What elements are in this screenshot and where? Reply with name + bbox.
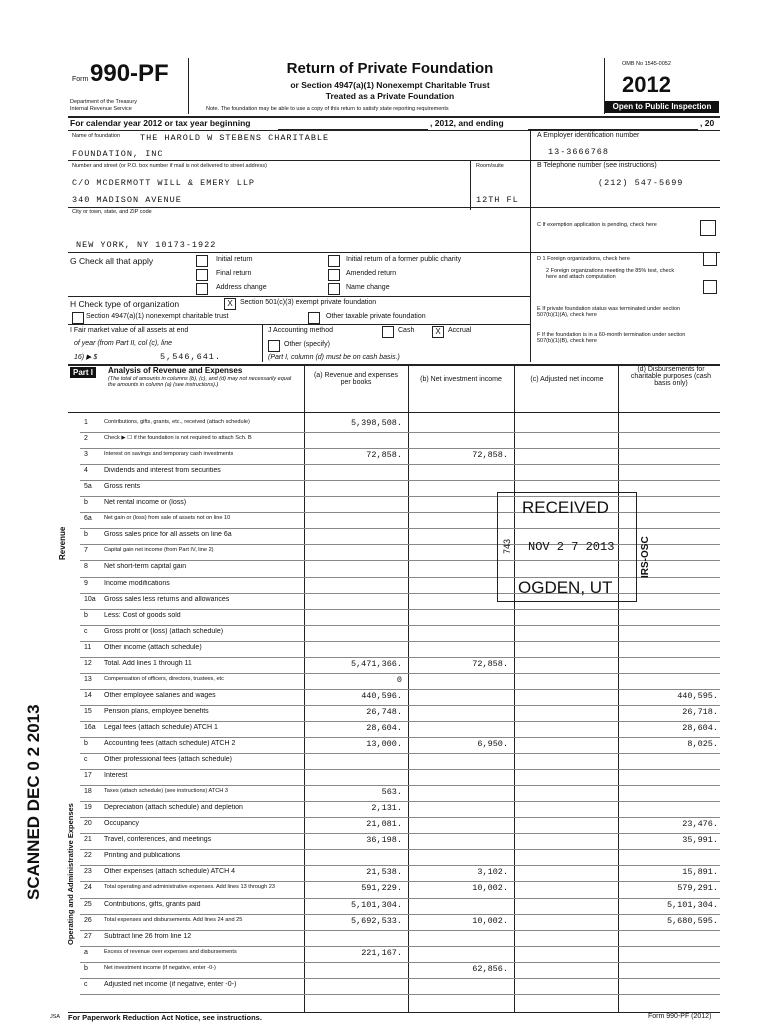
col-a-value: 5,101,304. — [350, 899, 402, 910]
line-description: Contributions, gifts, grants paid — [104, 900, 201, 908]
col-d-value: 26,718. — [682, 706, 718, 717]
col-b-value: 72,858. — [472, 450, 508, 461]
line-description: Income modifications — [104, 579, 170, 587]
line-number: 17 — [84, 772, 92, 780]
street-label: Number and street (or P.O. box number if mail is not delivered to street address) — [72, 163, 267, 169]
form-footer-label: Form 990-PF (2012) — [648, 1013, 712, 1020]
cash-checkbox[interactable] — [382, 326, 394, 338]
col-a-value: 13,000. — [366, 739, 402, 749]
row-rule — [80, 946, 720, 947]
line-description: Contributions, gifts, grants, etc., received (attach schedule) — [104, 419, 250, 425]
street-line-2: 340 MADISON AVENUE — [72, 195, 182, 205]
d2-checkbox[interactable] — [703, 280, 717, 294]
col-a-value: 591,229. — [361, 883, 402, 894]
row-rule — [80, 881, 720, 882]
row-rule — [80, 898, 720, 899]
open-public-banner: Open to Public Inspection — [605, 101, 719, 113]
jsa-label: JSA — [50, 1014, 61, 1020]
row-rule — [80, 769, 720, 770]
phone-label: B Telephone number (see instructions) — [537, 162, 657, 169]
col-a-value: 5,471,366. — [350, 658, 402, 669]
row-rule — [80, 657, 720, 658]
line-number: 23 — [84, 868, 92, 876]
j-note: (Part I, column (d) must be on cash basis.) — [268, 354, 400, 361]
row-rule — [80, 448, 720, 449]
row-rule — [80, 641, 720, 642]
line-number: 27 — [84, 932, 92, 940]
calendar-end-label: , 20 — [700, 118, 715, 128]
line-description: Check ▶ ☐ if the foundation is not required to attach Sch. B — [104, 435, 252, 442]
col-a-header: (a) Revenue and expenses per books — [313, 372, 399, 386]
revenue-side-label: Revenue — [58, 526, 67, 560]
col-a-value: 26,748. — [366, 706, 402, 717]
col-a-value: 0 — [396, 674, 402, 685]
accrual-checkbox[interactable]: X — [432, 326, 444, 338]
col-b-value: 62,856. — [472, 963, 508, 974]
line-description: Gross rents — [104, 483, 141, 491]
line-number: 3 — [84, 451, 88, 459]
line-number: 8 — [84, 563, 88, 571]
received-stamp-date: NOV 2 7 2013 — [528, 540, 615, 554]
city-state-zip: NEW YORK, NY 10173-1922 — [76, 240, 217, 250]
phone-value: (212) 547-5699 — [598, 178, 684, 188]
line-number: 24 — [84, 884, 92, 892]
line-description: Other expenses (attach schedule) ATCH 4 — [104, 868, 235, 876]
address-change-checkbox[interactable] — [196, 283, 208, 295]
col-d-value: 28,604. — [682, 722, 718, 733]
row-rule — [80, 801, 720, 802]
final-return-label: Final return — [216, 270, 252, 277]
col-d-header: (d) Disbursements for charitable purposes (cash basis only) — [630, 366, 712, 387]
received-stamp-text: RECEIVED — [522, 498, 609, 517]
ein-label: A Employer identification number — [537, 132, 640, 139]
col-b-header: (b) Net investment income — [420, 376, 502, 383]
line-description: Dividends and interest from securities — [104, 467, 221, 475]
row-rule — [80, 689, 720, 690]
col-d-value: 23,476. — [682, 819, 718, 830]
d1-label: D 1 Foreign organizations, check here — [537, 256, 630, 262]
form-subtitle2: Treated as a Private Foundation — [325, 91, 455, 101]
4947-label: Section 4947(a)(1) nonexempt charitable trust — [86, 313, 229, 320]
col-d-value: 15,891. — [682, 867, 718, 878]
col-d-value: 5,680,595. — [666, 915, 718, 926]
col-d-value: 5,101,304. — [666, 899, 718, 910]
name-change-checkbox[interactable] — [328, 283, 340, 295]
line-description: Capital gain net income (from Part IV, line 2) — [104, 547, 214, 554]
col-a-value: 72,858. — [366, 450, 402, 461]
row-rule — [80, 978, 720, 979]
other-method-checkbox[interactable] — [268, 340, 280, 352]
received-stamp-side: IRS-OSC — [640, 536, 651, 578]
line-description: Travel, conferences, and meetings — [104, 836, 212, 844]
line-number: b — [84, 531, 88, 539]
amended-return-checkbox[interactable] — [328, 269, 340, 281]
row-rule — [80, 705, 720, 706]
received-stamp-city: OGDEN, UT — [518, 578, 613, 597]
line-number: 25 — [84, 900, 92, 908]
row-rule — [80, 721, 720, 722]
c-checkbox[interactable] — [700, 220, 716, 236]
line-number: 7 — [84, 547, 88, 555]
line-description: Adjusted net income (if negative, enter -0-) — [104, 980, 237, 988]
line-description: Gross sales less returns and allowances — [104, 595, 230, 603]
row-rule — [80, 914, 720, 915]
line-description: Compensation of officers, directors, trustees, etc — [104, 675, 224, 682]
line-description: Less: Cost of goods sold — [104, 611, 181, 619]
foundation-name-label: Name of foundation — [72, 133, 121, 139]
line-number: 22 — [84, 852, 92, 860]
row-rule — [80, 609, 720, 610]
line-description: Other income (attach schedule) — [104, 643, 202, 651]
line-number: 9 — [84, 579, 88, 587]
form-title: Return of Private Foundation — [286, 60, 494, 77]
line-number: 15 — [84, 707, 92, 715]
col-d-value: 8,025. — [687, 739, 718, 749]
paperwork-notice: For Paperwork Reduction Act Notice, see instructions. — [68, 1013, 262, 1022]
foundation-name-2: FOUNDATION, INC — [72, 149, 164, 159]
line-number: 2 — [84, 435, 88, 443]
line-description: Other employee salaries and wages — [104, 691, 216, 699]
line-number: c — [84, 627, 88, 635]
street-line-1: C/O MCDERMOTT WILL & EMERY LLP — [72, 178, 256, 188]
line-number: 14 — [84, 691, 92, 699]
col-a-value: 563. — [381, 787, 402, 798]
line-description: Printing and publications — [104, 852, 181, 860]
line-number: 20 — [84, 820, 92, 828]
col-a-value: 440,596. — [361, 690, 402, 701]
line-description: Total expenses and disbursements. Add lines 24 and 25 — [104, 916, 243, 923]
form-prefix: Form — [72, 76, 89, 83]
line-description: Gross sales price for all assets on line 6a — [104, 531, 232, 539]
amended-return-label: Amended return — [346, 270, 397, 277]
line-description: Subtract line 26 from line 12 — [104, 932, 192, 940]
line-number: a — [84, 948, 88, 956]
line-number: 12 — [84, 659, 92, 667]
d1-checkbox[interactable] — [703, 252, 717, 266]
line-number: b — [84, 499, 88, 507]
omb-number: OMB No 1545-0052 — [622, 61, 671, 67]
line-number: 4 — [84, 467, 88, 475]
i-label-3: 16) ▶ $ — [74, 354, 98, 361]
line-number: b — [84, 740, 88, 747]
line-number: 26 — [84, 916, 92, 924]
row-rule — [80, 817, 720, 818]
final-return-checkbox[interactable] — [196, 269, 208, 281]
line-number: 6a — [84, 515, 92, 523]
initial-return-label: Initial return — [216, 256, 253, 263]
c-label: C If exemption application is pending, check here — [537, 222, 657, 228]
line-number: 16a — [84, 723, 96, 731]
col-d-value: 579,291. — [677, 883, 718, 894]
line-description: Interest — [104, 772, 128, 780]
g-label: G Check all that apply — [70, 256, 154, 266]
row-rule — [80, 673, 720, 674]
501c3-label: Section 501(c)(3) exempt private foundation — [240, 299, 377, 306]
line-number: 10a — [84, 595, 96, 603]
col-b-value: 3,102. — [477, 867, 508, 878]
line-description: Occupancy — [104, 820, 140, 828]
former-public-charity-checkbox[interactable] — [328, 255, 340, 267]
line-description: Total. Add lines 1 through 11 — [104, 659, 192, 667]
row-rule — [80, 480, 720, 481]
line-description: Accounting fees (attach schedule) ATCH 2 — [104, 740, 236, 747]
e-label: E If private foundation status was terminated under section 507(b)(1)(A), check here — [537, 306, 681, 318]
line-description: Net gain or (loss) from sale of assets not on line 10 — [104, 515, 231, 522]
row-rule — [80, 737, 720, 738]
line-number: c — [84, 980, 88, 988]
row-rule — [80, 785, 720, 786]
fmv-value: 5,546,641. — [160, 352, 222, 362]
other-taxable-label: Other taxable private foundation — [326, 313, 426, 320]
row-rule — [80, 625, 720, 626]
former-public-charity-label: Initial return of a former public charity — [346, 256, 462, 263]
col-d-value: 35,991. — [682, 835, 718, 846]
col-a-value: 21,538. — [366, 867, 402, 878]
form-subtitle1: or Section 4947(a)(1) Nonexempt Charitable Trust — [290, 80, 490, 90]
row-rule — [80, 432, 720, 433]
initial-return-checkbox[interactable] — [196, 255, 208, 267]
line-number: 18 — [84, 788, 92, 796]
line-number: 19 — [84, 804, 92, 812]
col-a-value: 5,692,533. — [350, 915, 402, 926]
cash-label: Cash — [398, 327, 415, 334]
line-number: c — [84, 756, 88, 764]
line-number: 21 — [84, 836, 92, 844]
col-b-value: 72,858. — [472, 658, 508, 669]
line-description: Excess of revenue over expenses and disbursements — [104, 948, 237, 955]
4947-checkbox[interactable] — [72, 312, 84, 324]
line-description: Taxes (attach schedule) (see instructions) ATCH 3 — [104, 788, 228, 795]
form-note: Note. The foundation may be able to use a copy of this return to satisfy state reporting requirements — [206, 106, 449, 112]
line-description: Depreciation (attach schedule) and depletion — [104, 804, 243, 812]
line-description: Gross profit or (loss) (attach schedule) — [104, 627, 224, 635]
dept-line2: Internal Revenue Service — [70, 106, 132, 112]
line-description: Net rental income or (loss) — [104, 499, 187, 507]
501c3-checkbox[interactable]: X — [224, 298, 236, 310]
part1-desc: (The total of amounts in columns (b), (c), and (d) may not necessarily equal the amounts in column (a) (see instructions).) — [108, 376, 292, 388]
col-b-value: 6,950. — [477, 739, 508, 749]
other-taxable-checkbox[interactable] — [308, 312, 320, 324]
line-number: 13 — [84, 675, 92, 683]
row-rule — [80, 833, 720, 834]
i-label-2: of year (from Part II, col (c), line — [74, 340, 173, 347]
accrual-label: Accrual — [448, 327, 472, 334]
line-number: b — [84, 611, 88, 619]
expenses-side-label: Operating and Administrative Expenses — [66, 803, 75, 945]
row-rule — [80, 962, 720, 963]
room-suite: 12TH FL — [476, 195, 519, 205]
col-b-value: 10,002. — [472, 915, 508, 926]
row-rule — [80, 464, 720, 465]
line-number: 5a — [84, 483, 92, 491]
room-label: Room/suite — [476, 163, 504, 169]
col-a-value: 21,081. — [366, 819, 402, 830]
col-a-value: 36,198. — [366, 835, 402, 846]
line-description: Net investment income (if negative, enter -0-) — [104, 964, 216, 971]
part1-tag: Part I — [70, 367, 96, 378]
line-number: 1 — [84, 419, 88, 426]
col-c-header: (c) Adjusted net income — [530, 376, 604, 383]
row-rule — [80, 753, 720, 754]
line-number: 11 — [84, 643, 92, 651]
calendar-year-label: For calendar year 2012 or tax year beginning — [70, 118, 251, 128]
line-description: Interest on savings and temporary cash investments — [104, 451, 234, 458]
row-rule — [80, 865, 720, 866]
col-a-value: 2,131. — [371, 803, 402, 814]
j-label: J Accounting method — [268, 327, 333, 334]
col-a-value: 28,604. — [366, 722, 402, 733]
col-b-value: 10,002. — [472, 883, 508, 894]
row-rule — [80, 849, 720, 850]
line-description: Other professional fees (attach schedule) — [104, 756, 233, 764]
col-d-value: 440,595. — [677, 690, 718, 701]
f-label: F If the foundation is in a 60-month termination under section 507(b)(1)(B), check here — [537, 332, 686, 344]
received-stamp-code: 743 — [502, 538, 512, 554]
foundation-name-1: THE HAROLD W STEBENS CHARITABLE — [140, 133, 330, 143]
h-label: H Check type of organization — [70, 299, 180, 309]
address-change-label: Address change — [216, 284, 267, 291]
scanned-stamp: SCANNED DEC 0 2 2013 — [24, 704, 43, 900]
line-description: Legal fees (attach schedule) ATCH 1 — [104, 723, 218, 731]
line-description: Pension plans, employee benefits — [104, 707, 209, 715]
calendar-mid-label: , 2012, and ending — [430, 118, 504, 128]
row-rule — [80, 930, 720, 931]
line-description: Net short-term capital gain — [104, 563, 187, 571]
part1-title: Analysis of Revenue and Expenses — [108, 366, 243, 375]
line-description: Total operating and administrative expenses. Add lines 13 through 23 — [104, 884, 276, 891]
city-label: City or town, state, and ZIP code — [72, 209, 152, 215]
line-number: b — [84, 964, 88, 972]
tax-year: 2012 — [622, 72, 671, 97]
col-a-value: 221,167. — [361, 947, 402, 958]
d2-label: 2 Foreign organizations meeting the 85% test, check here and attach computation — [546, 268, 675, 280]
other-method-label: Other (specify) — [284, 341, 330, 348]
dept-line1: Department of the Treasury — [70, 99, 137, 105]
col-a-value: 5,398,508. — [350, 418, 402, 428]
i-label-1: I Fair market value of all assets at end — [70, 327, 189, 334]
name-change-label: Name change — [346, 284, 390, 291]
form-number: 990-PF — [90, 60, 169, 87]
ein-value: 13-3666768 — [548, 147, 610, 157]
row-rule — [80, 994, 720, 995]
